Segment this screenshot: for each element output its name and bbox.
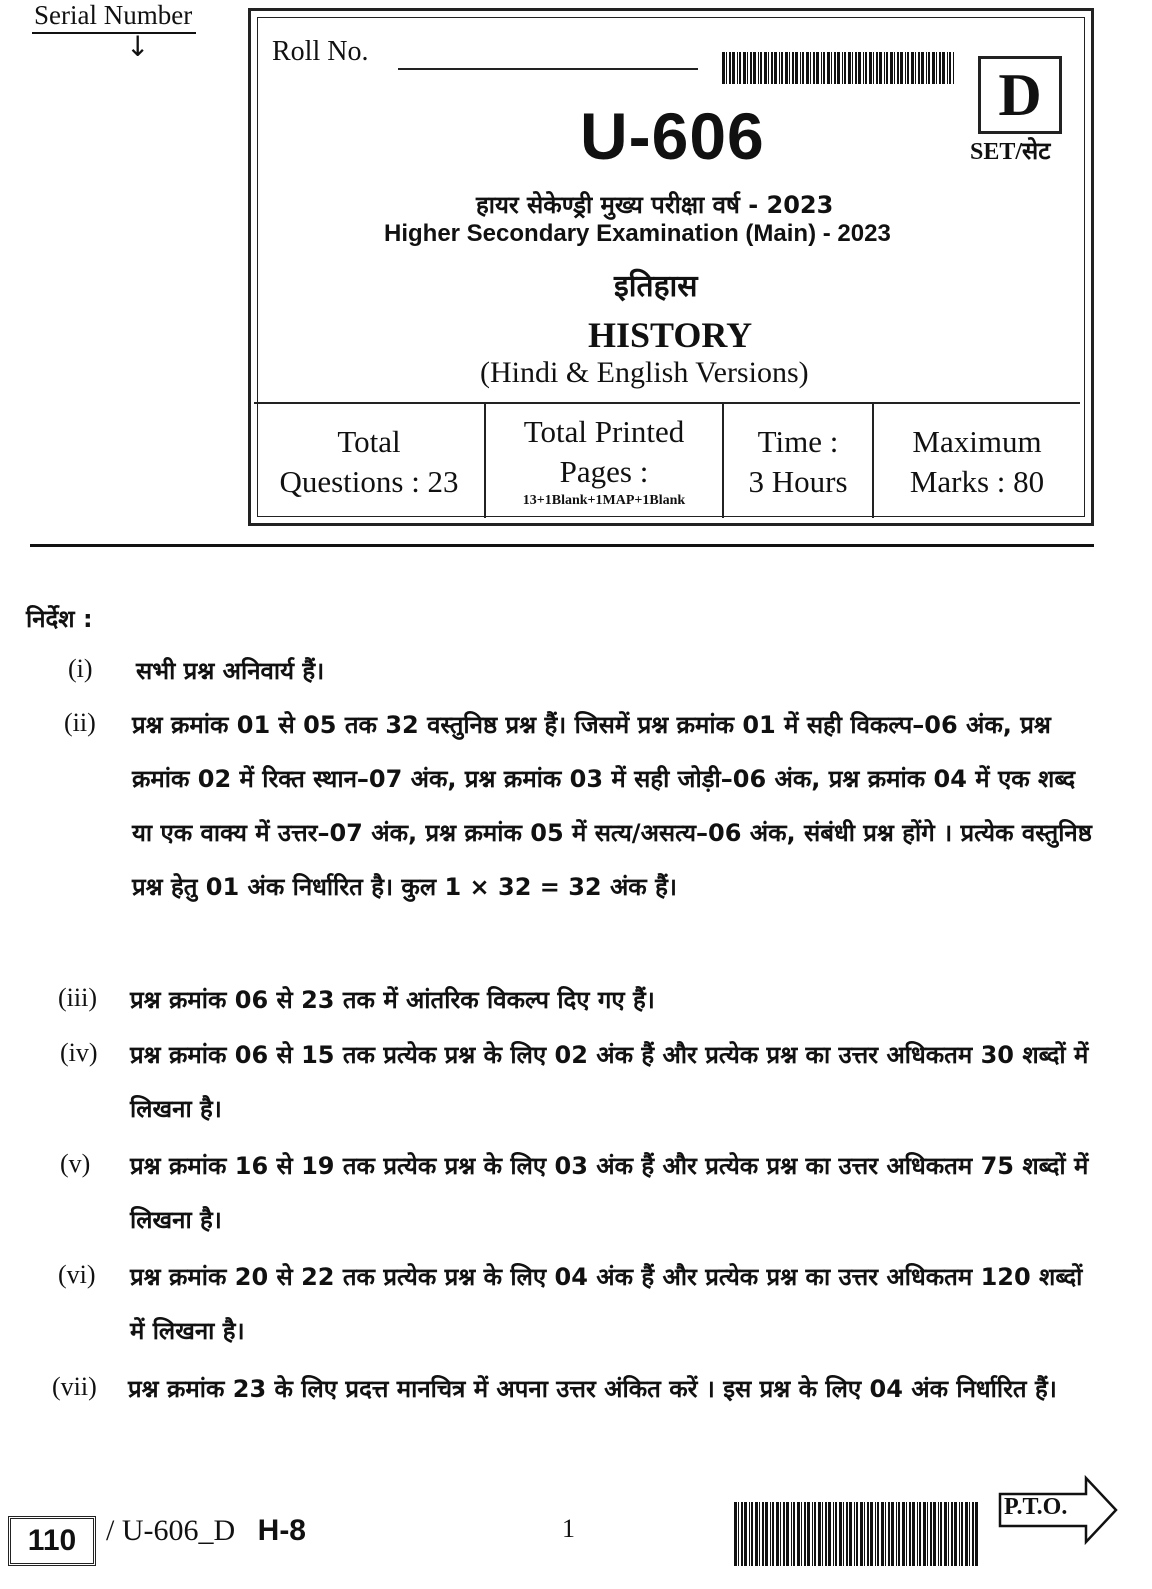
instructions-heading: निर्देश : (26, 605, 93, 633)
paper-code: U-606 (580, 99, 765, 173)
barcode-top-icon (722, 52, 954, 84)
instruction-number: (iii) (58, 983, 97, 1012)
instruction-number: (vi) (58, 1260, 96, 1289)
instruction-text: प्रश्न क्रमांक 01 से 05 तक 32 वस्तुनिष्ठ प्रश्न हैं। जिसमें प्रश्न क्रमांक 01 में सही विकल्प–06 अंक, प्रश्न क्रमांक 02 में रिक्त स्थान–07 अंक, प्रश्न क्रमांक 03 में सही जोड़ी–06 अंक, प्रश्न क्रमांक 04 में एक शब्द या एक वाक्य में उत्तर–07 अंक, प्रश्न क्रमांक 05 में सत्य/असत्य–06 अंक, संबंधी प्रश्न होंगे । प्रत्येक वस्तुनिष्ठ प्रश्न हेतु 01 अंक निर्धारित है। कुल 1 × 32 = 32 अंक हैं। (132, 711, 1092, 901)
instruction-text: प्रश्न क्रमांक 23 के लिए प्रदत्त मानचित्र में अपना उत्तर अंकित करें । इस प्रश्न के लिए 04 अंक निर्धारित हैं। (128, 1375, 1057, 1403)
pto-label: P.T.O. (1004, 1494, 1068, 1520)
footer-series: H-8 (257, 1514, 306, 1547)
instruction-text: प्रश्न क्रमांक 06 से 15 तक प्रत्येक प्रश्न के लिए 02 अंक हैं और प्रत्येक प्रश्न का उत्तर अधिकतम 30 शब्दों में लिखना है। (130, 1041, 1089, 1123)
instruction-number: (i) (68, 654, 93, 683)
serial-number-label: Serial Number (32, 0, 196, 34)
instruction-number: (iv) (60, 1038, 98, 1067)
total-pages-label: Total Printed (523, 414, 685, 449)
down-arrow-icon: ↓ (126, 30, 150, 63)
pages-breakdown: 13+1Blank+1MAP+1Blank (522, 493, 686, 508)
set-letter-box: D (978, 56, 1062, 134)
page-number: 1 (562, 1514, 575, 1543)
total-pages-sublabel: Pages : (559, 454, 649, 489)
total-pages-cell (486, 404, 724, 518)
max-marks-label: Maximum (912, 424, 1042, 459)
roll-number-field (398, 68, 698, 70)
roll-number-label: Roll No. (272, 36, 369, 67)
max-marks-cell (874, 404, 1080, 518)
time-value: 3 Hours (748, 464, 848, 499)
total-questions-value: Questions : 23 (279, 464, 459, 499)
instruction-number: (ii) (64, 708, 96, 737)
footer-code-text: / U-606_D (106, 1514, 236, 1547)
exam-info-table (254, 402, 1080, 518)
instruction-text: प्रश्न क्रमांक 06 से 23 तक में आंतरिक विकल्प दिए गए हैं। (130, 986, 655, 1014)
exam-title-english: Higher Secondary Examination (Main) - 2023 (384, 220, 891, 247)
time-cell (724, 404, 874, 518)
versions-note: (Hindi & English Versions) (480, 356, 809, 389)
instruction-number: (v) (60, 1149, 91, 1178)
total-questions-cell (254, 404, 486, 518)
instruction-number: (vii) (52, 1372, 97, 1401)
instruction-text: सभी प्रश्न अनिवार्य हैं। (136, 657, 325, 685)
barcode-bottom-icon (734, 1502, 978, 1566)
instruction-text: प्रश्न क्रमांक 16 से 19 तक प्रत्येक प्रश्न के लिए 03 अंक हैं और प्रत्येक प्रश्न का उत्तर अधिकतम 75 शब्दों में लिखना है। (130, 1152, 1089, 1234)
footer-count-box: 110 (8, 1516, 96, 1566)
subject-title-hindi: इतिहास (614, 269, 698, 304)
set-label: SET/सेट (970, 139, 1051, 165)
instruction-text: प्रश्न क्रमांक 20 से 22 तक प्रत्येक प्रश्न के लिए 04 अंक हैं और प्रत्येक प्रश्न का उत्तर अधिकतम 120 शब्दों में लिखना है। (130, 1263, 1083, 1345)
time-label: Time : (757, 424, 839, 459)
subject-title-english: HISTORY (588, 315, 753, 355)
header-separator (30, 544, 1094, 547)
footer-paper-code (106, 1514, 306, 1548)
exam-title-hindi: हायर सेकेण्ड्री मुख्य परीक्षा वर्ष - 2023 (476, 191, 834, 219)
max-marks-value: Marks : 80 (909, 464, 1045, 499)
total-questions-label: Total (337, 424, 401, 459)
